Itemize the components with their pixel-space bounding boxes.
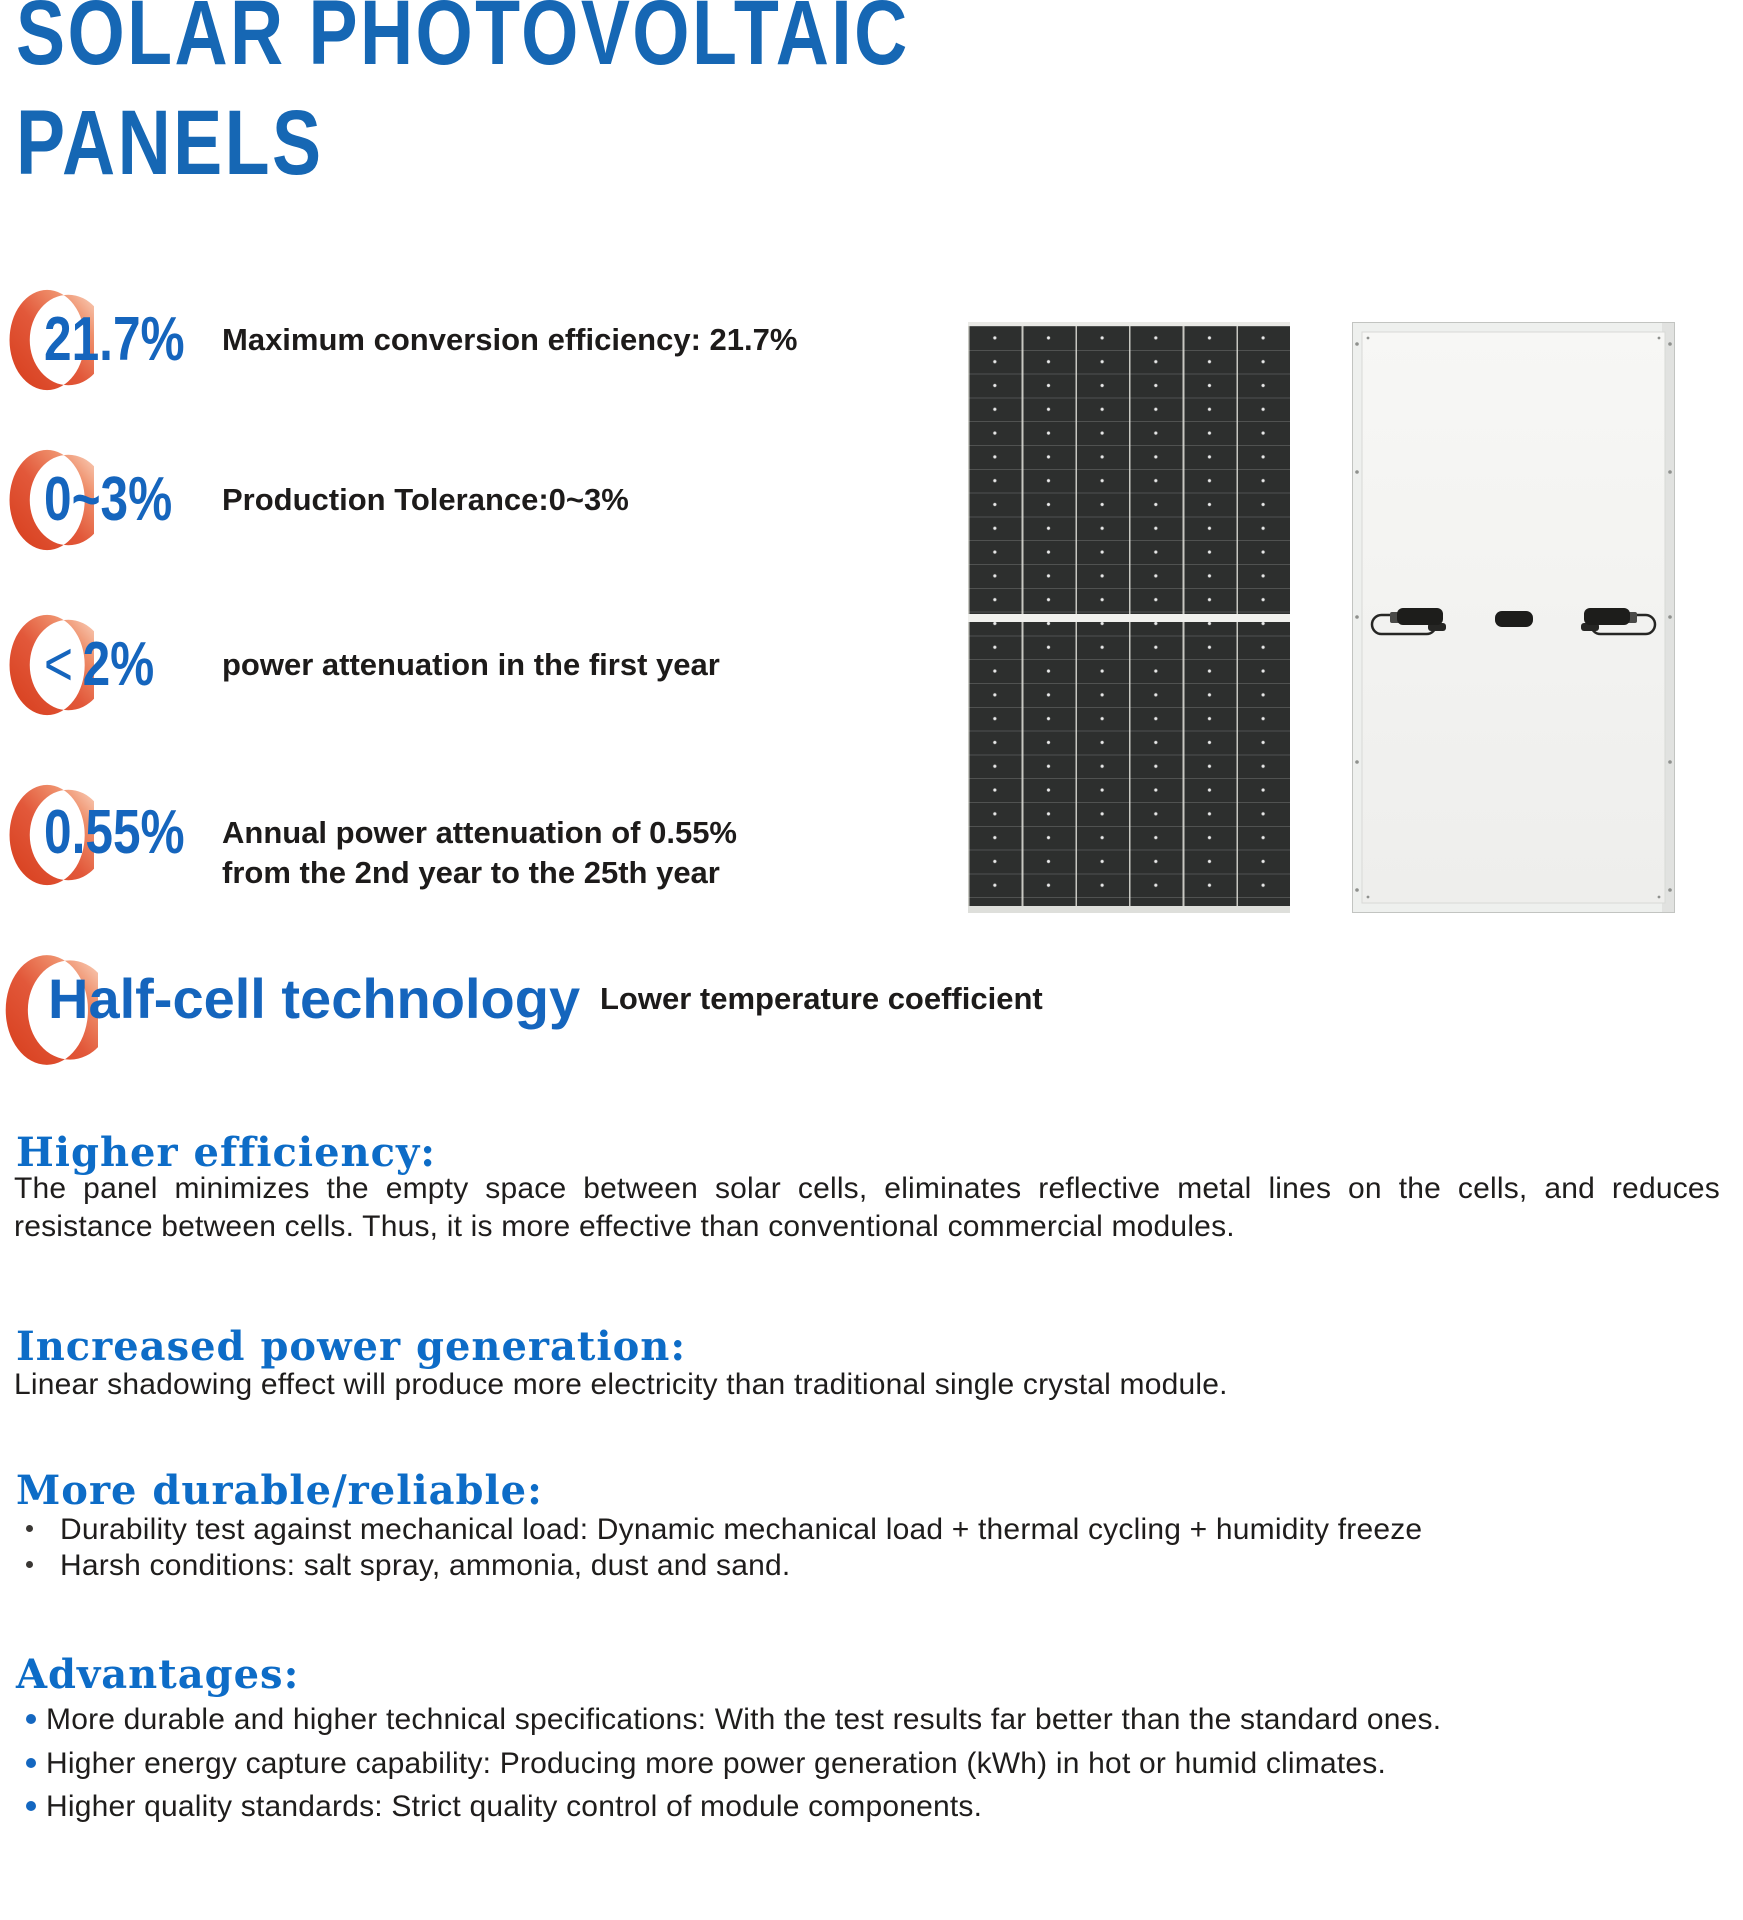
stat-value-half-cell bbox=[48, 968, 580, 1030]
page-title-line2: PANELS bbox=[16, 92, 324, 194]
bullet-text: Higher energy capture capability: Producing more power generation (kWh) in hot or humid climates. bbox=[46, 1747, 1387, 1780]
stat-label-line: Lower temperature coefficient bbox=[600, 981, 1043, 1016]
bullet-dot-icon bbox=[26, 1561, 33, 1568]
section-body-higher-efficiency: The panel minimizes the empty space between solar cells, eliminates reflective metal lines on the cells, and reduces resistance between cells. Thus, it is more effective than conventional commercial modules. bbox=[14, 1172, 1720, 1243]
bullet-dot-icon bbox=[26, 1525, 33, 1532]
bullet-dot-icon bbox=[26, 1714, 36, 1724]
section-heading-advantages: Advantages: bbox=[16, 1651, 300, 1698]
section-body-increased-power: Linear shadowing effect will produce more electricity than traditional single crystal module. bbox=[14, 1368, 1228, 1401]
page-title bbox=[16, 0, 910, 198]
solar-panel-front-image bbox=[968, 322, 1290, 913]
stat-value-first-year bbox=[44, 630, 155, 699]
section-heading-increased-power: Increased power generation: bbox=[16, 1323, 687, 1370]
stat-value-annual bbox=[44, 798, 185, 867]
stat-value-text: 0~3% bbox=[44, 465, 173, 534]
stat-label-line: power attenuation in the first year bbox=[222, 647, 720, 682]
junction-box-center bbox=[1495, 611, 1533, 627]
bullet-dot-icon bbox=[26, 1758, 36, 1768]
stat-value-efficiency bbox=[44, 305, 185, 374]
stat-label-line: Maximum conversion efficiency: 21.7% bbox=[222, 322, 798, 357]
stat-label-tolerance bbox=[222, 480, 629, 520]
section-heading-durable-reliable: More durable/reliable: bbox=[16, 1467, 543, 1514]
bullet-text: Durability test against mechanical load: Dynamic mechanical load + thermal cycling + humidity freeze bbox=[60, 1513, 1423, 1546]
stat-label-line: Production Tolerance:0~3% bbox=[222, 482, 629, 517]
less-than-sign: < bbox=[44, 630, 73, 699]
stat-value-text: 21.7% bbox=[44, 305, 185, 374]
bullet-dot-icon bbox=[26, 1801, 36, 1811]
stat-value-text: Half-cell technology bbox=[48, 967, 581, 1030]
stat-value-tolerance bbox=[44, 465, 173, 534]
panel-center-divider bbox=[968, 614, 1290, 622]
page-title-line1: SOLAR PHOTOVOLTAIC bbox=[16, 0, 910, 84]
stat-label-annual bbox=[222, 813, 737, 893]
solar-panel-back-image bbox=[1352, 322, 1675, 913]
stat-label-half-cell bbox=[600, 979, 1043, 1019]
bullet-text: Harsh conditions: salt spray, ammonia, dust and sand. bbox=[60, 1549, 791, 1582]
stat-label-line: from the 2nd year to the 25th year bbox=[222, 855, 720, 890]
bullet-text: Higher quality standards: Strict quality control of module components. bbox=[46, 1790, 983, 1823]
stat-label-efficiency bbox=[222, 320, 797, 360]
stat-value-text: 0.55% bbox=[44, 798, 185, 867]
stat-label-first-year bbox=[222, 645, 720, 685]
stat-label-line: Annual power attenuation of 0.55% bbox=[222, 815, 737, 850]
bullet-text: More durable and higher technical specifications: With the test results far better than the standard ones. bbox=[46, 1703, 1442, 1736]
section-heading-higher-efficiency: Higher efficiency: bbox=[16, 1129, 436, 1176]
stat-value-text: 2% bbox=[82, 630, 155, 699]
